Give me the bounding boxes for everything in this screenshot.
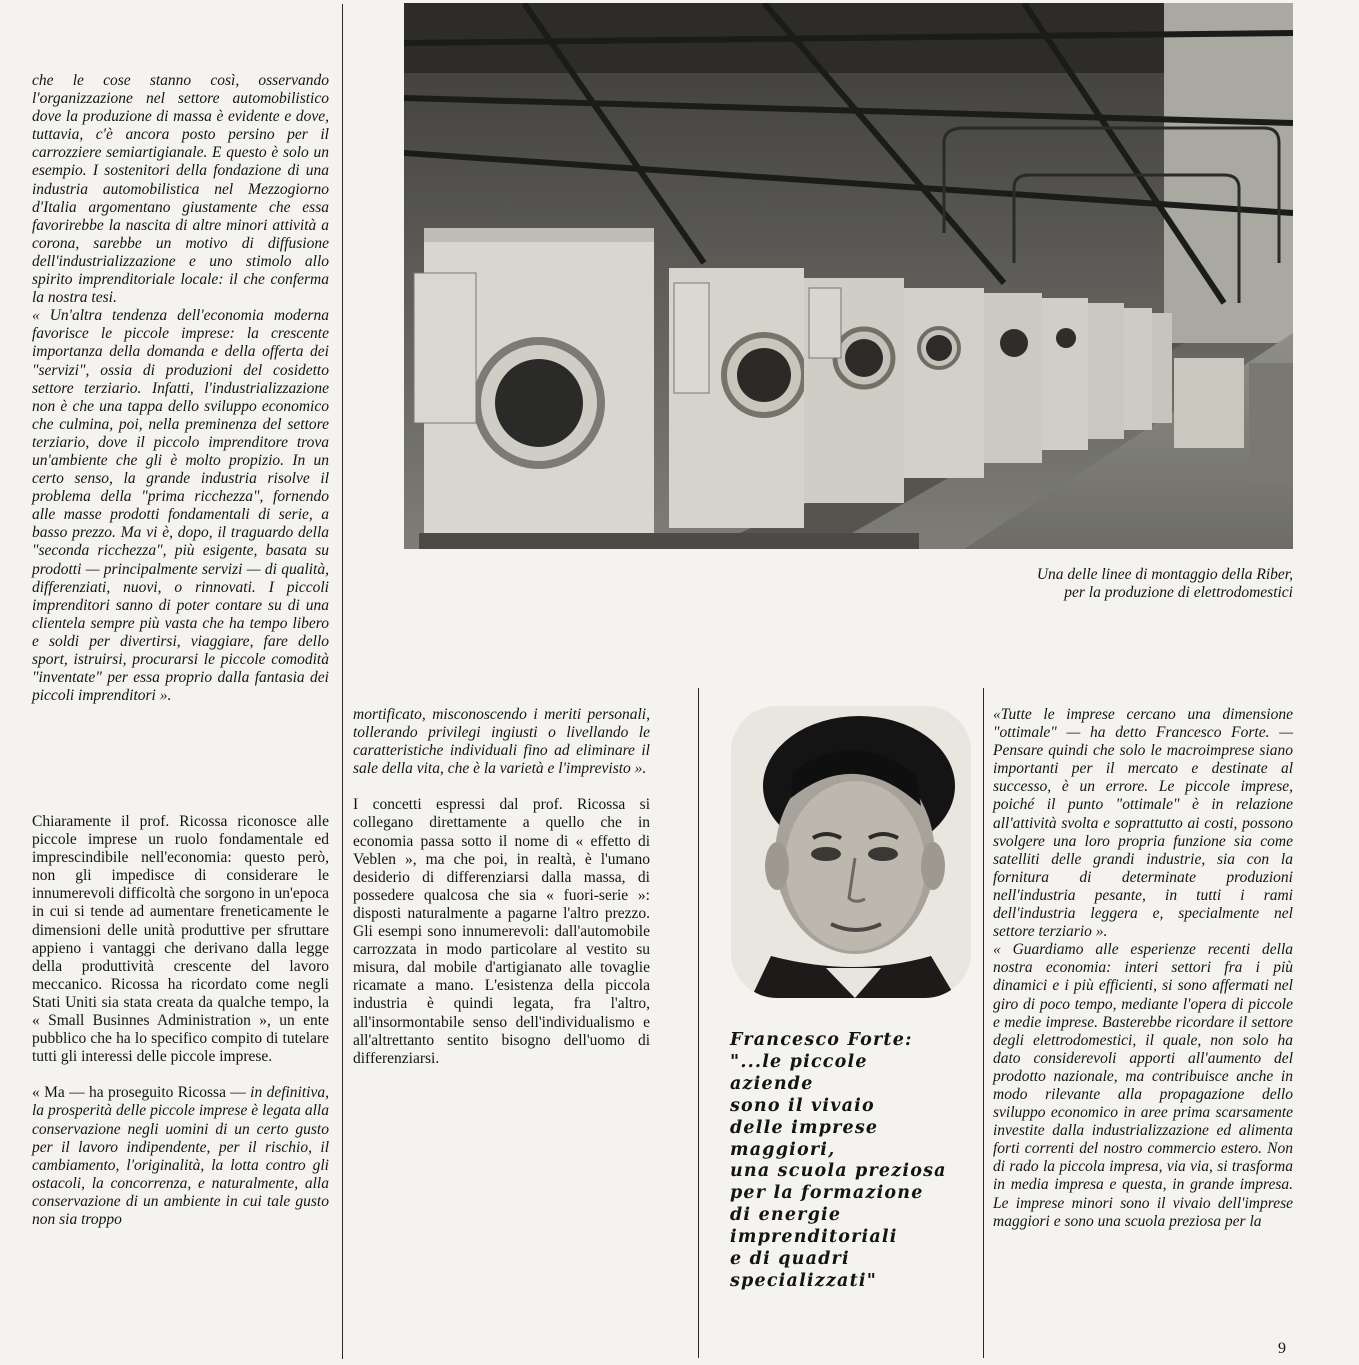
page-number: 9 xyxy=(1278,1340,1286,1357)
paragraph: «Tutte le imprese cercano una dimensione "ottimale" — ha detto Francesco Forte. — Pensare quindi che solo le macroimprese siano importanti per il mercato e destinate al successo, è un errore. Le piccole imprese, poiché il punto "ottimale" è in relazione all'attività svolta e soprattutto ai costi, possono svolgere una loro propria funzione sia come satelliti delle grandi industrie, sia con la fornitura di determinate produzioni nell'industria pesante, in tutti i rami dell'industria leggera e, specialmente nel settore terziario ». xyxy=(993,706,1293,941)
francesco-forte-portrait xyxy=(731,706,971,998)
article-column-1-lower xyxy=(32,813,329,1229)
column-divider xyxy=(342,4,343,1359)
column-divider xyxy=(983,688,984,1358)
photo-caption: Una delle linee di montaggio della Riber, per la produzione di elettrodomestici xyxy=(1036,566,1293,601)
paragraph: « Guardiamo alle esperienze recenti della nostra economia: interi settori fra i più dinamici e i più efficienti, si sono affermati nel giro di poco tempo, mediante l'opera di piccole e medie imprese. Basterebbe ricordare il settore degli elettrodomestici, il quale, non solo ha dato considerevoli apporti all'aumento del prodotto nazionale, ma contribuisce anche in modo rilevante alla propagazione dello sviluppo economico in aree prima scarsamente investite dalla industrializzazione ed alimenta forti correnti del nostro commercio estero. Non di rado la piccola impresa, via via, si trasforma in media impresa e questa, in grande impresa. Le imprese minori sono il vivaio dell'imprese maggiori e sono una scuola preziosa per la xyxy=(993,941,1293,1230)
paragraph: « Ma — ha proseguito Ricossa — in definitiva, la prosperità delle piccole imprese è legata alla conservazione negli uomini di un certo gusto per il lavoro indipendente, per il rischio, il cambiamento, l'originalità, la lotta contro gli ostacoli, la concorrenza, e naturalmente, alla conservazione di un ambiente in cui tale gusto non sia troppo xyxy=(32,1084,329,1228)
assembly-line-photo xyxy=(404,3,1293,549)
paragraph: che le cose stanno così, osservando l'organizzazione nel settore automobilistico dove la produzione di massa è evidente e dove, tuttavia, c'è ancora posto persino per il carrozziere semiartigianale. E questo è solo un esempio. I sostenitori della fondazione di una industria automobilistica nel Mezzogiorno d'Italia argomentano giustamente che essa favorirebbe la nascita di altre minori attività a corona, sarebbe un motivo di diffusione dell'industrializzazione e uno stimolo allo spirito imprenditoriale locale: il che conferma la nostra tesi. xyxy=(32,72,329,307)
article-column-2 xyxy=(353,706,650,1068)
paragraph: mortificato, misconoscendo i meriti personali, tollerando privilegi ingiusti o livellando le caratteristiche individuali fino ad eliminare il sale della vita, che è la varietà e l'imprevisto ». xyxy=(353,706,650,778)
portrait-illustration xyxy=(731,706,971,998)
paragraph: Chiaramente il prof. Ricossa riconosce alle piccole imprese un ruolo fondamentale ed imprescindibile nell'economia: questo però, non gli impedisce di considerare le innumerevoli difficoltà che sorgono in un'epoca in cui si tende ad aumentare freneticamente le dimensioni delle unità produttive per sfruttare appieno i vantaggi che derivano dalla legge della produttività crescente del lavoro meccanico. Ricossa ha ricordato come negli Stati Uniti sia stata creata da qualche tempo, la « Small Businnes Administration », un ente pubblico che ha lo specifico compito di tutelare tutti gli interessi delle piccole imprese. xyxy=(32,813,329,1066)
assembly-line-illustration xyxy=(404,3,1293,549)
article-column-4 xyxy=(993,706,1293,1231)
column-divider xyxy=(698,688,699,1358)
paragraph: I concetti espressi dal prof. Ricossa si collegano direttamente a quello che in economia passa sotto il nome di « effetto di Veblen », ma che poi, in realtà, è l'umano desiderio di differenziarsi dalla massa, di possedere qualcosa che sia « fuori-serie »: disposti naturalmente a pagarne l'altro prezzo. Gli esempi sono innumerevoli: dall'automobile carrozzata in modo particolare al vestito su misura, dal mobile d'artigianato alle tovaglie ricamate a mano. L'esistenza della piccola industria è quindi legata, fra l'altro, all'insormontabile senso dell'individualismo e all'altrettanto sentito bisogno dell'uomo di differenziarsi. xyxy=(353,796,650,1067)
paragraph: « Un'altra tendenza dell'economia moderna favorisce le piccole imprese: la crescente importanza della domanda e della offerta dei "servizi", ossia di produzioni del cosidetto settore terziario. Infatti, l'industrializzazione non è che una tappa dello sviluppo economico che culmina, poi, nella preminenza del settore terziario, dove il piccolo imprenditore trova un'ambiente che gli è molto propizio. In un certo senso, la grande industria risolve il problema della "prima ricchezza", fornendo alle masse prodotti fondamentali di serie, a basso prezzo. Ma vi è, dopo, il traguardo della "seconda ricchezza", più esigente, basata su prodotti — principalmente servizi — di qualità, differenziati, nuovi, o rinnovati. I piccoli imprenditori sanno di poter contare su di una clientela sempre più vasta che ha tempo libero e soldi per divertirsi, viaggiare, fare dello sport, istruirsi, procurarsi le piccole comodità "inventate" per essa proprio dalla fantasia dei piccoli imprenditori ». xyxy=(32,307,329,705)
article-column-1 xyxy=(32,72,329,705)
pull-quote: Francesco Forte: "...le piccole aziende sono il vivaio delle imprese maggiori, una scuola preziosa per la formazione di energie imprenditoriali e di quadri specializzati" xyxy=(730,1030,947,1291)
